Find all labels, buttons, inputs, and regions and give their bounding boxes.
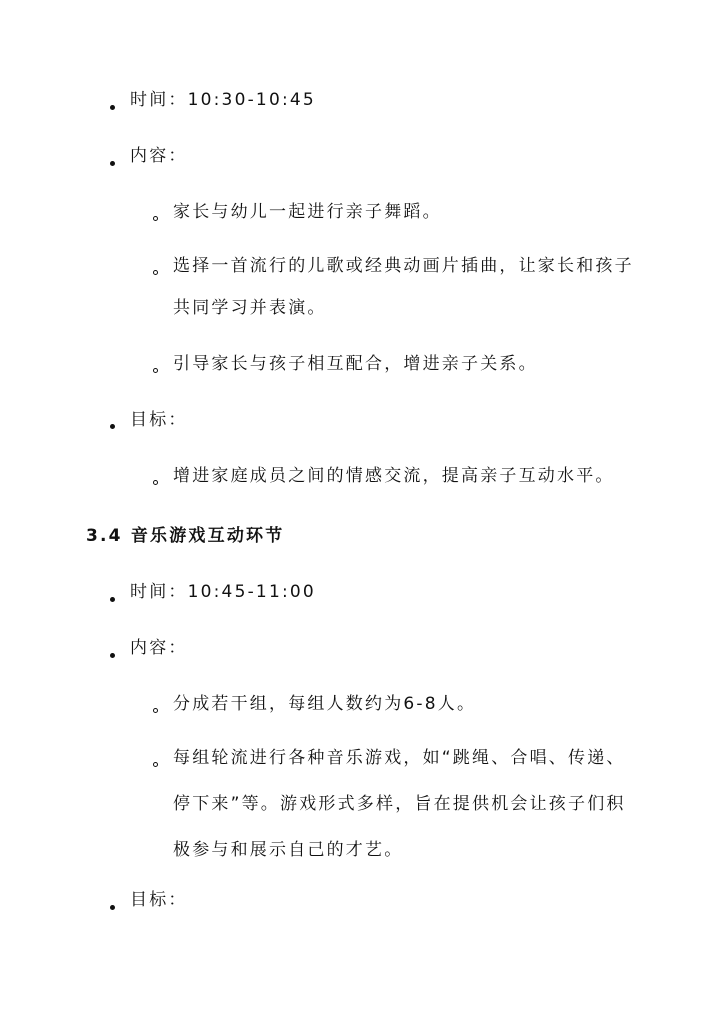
- sub-bullet: [153, 270, 158, 275]
- bullet: [110, 105, 115, 110]
- bullet: [110, 424, 115, 429]
- list-item-continuation: 极参与和展示自己的才艺。: [173, 840, 404, 860]
- goal-label: 目标：: [130, 890, 188, 910]
- bullet: [110, 653, 115, 658]
- list-item-continuation: 共同学习并表演。: [173, 298, 327, 318]
- sub-bullet: [153, 216, 158, 221]
- sub-bullet: [153, 368, 158, 373]
- list-item: 引导家长与孩子相互配合，增进亲子关系。: [173, 354, 538, 374]
- time-text: 时间：10:30-10:45: [130, 90, 316, 110]
- sub-bullet: [153, 708, 158, 713]
- list-item: 每组轮流进行各种音乐游戏，如“跳绳、合唱、传递、: [173, 748, 626, 768]
- bullet: [110, 905, 115, 910]
- list-item: 增进家庭成员之间的情感交流，提高亲子互动水平。: [173, 466, 615, 486]
- list-item-continuation: 停下来”等。游戏形式多样，旨在提供机会让孩子们积: [173, 794, 626, 814]
- content-label: 内容：: [130, 146, 188, 166]
- list-item: 选择一首流行的儿歌或经典动画片插曲，让家长和孩子: [173, 256, 634, 276]
- list-item: 分成若干组，每组人数约为6-8人。: [173, 694, 477, 714]
- list-item: 家长与幼儿一起进行亲子舞蹈。: [173, 202, 442, 222]
- bullet: [110, 161, 115, 166]
- section-heading: 3.4 音乐游戏互动环节: [86, 526, 285, 546]
- sub-bullet: [153, 762, 158, 767]
- sub-bullet: [153, 480, 158, 485]
- bullet: [110, 597, 115, 602]
- time-text: 时间：10:45-11:00: [130, 582, 316, 602]
- content-label: 内容：: [130, 638, 188, 658]
- goal-label: 目标：: [130, 410, 188, 430]
